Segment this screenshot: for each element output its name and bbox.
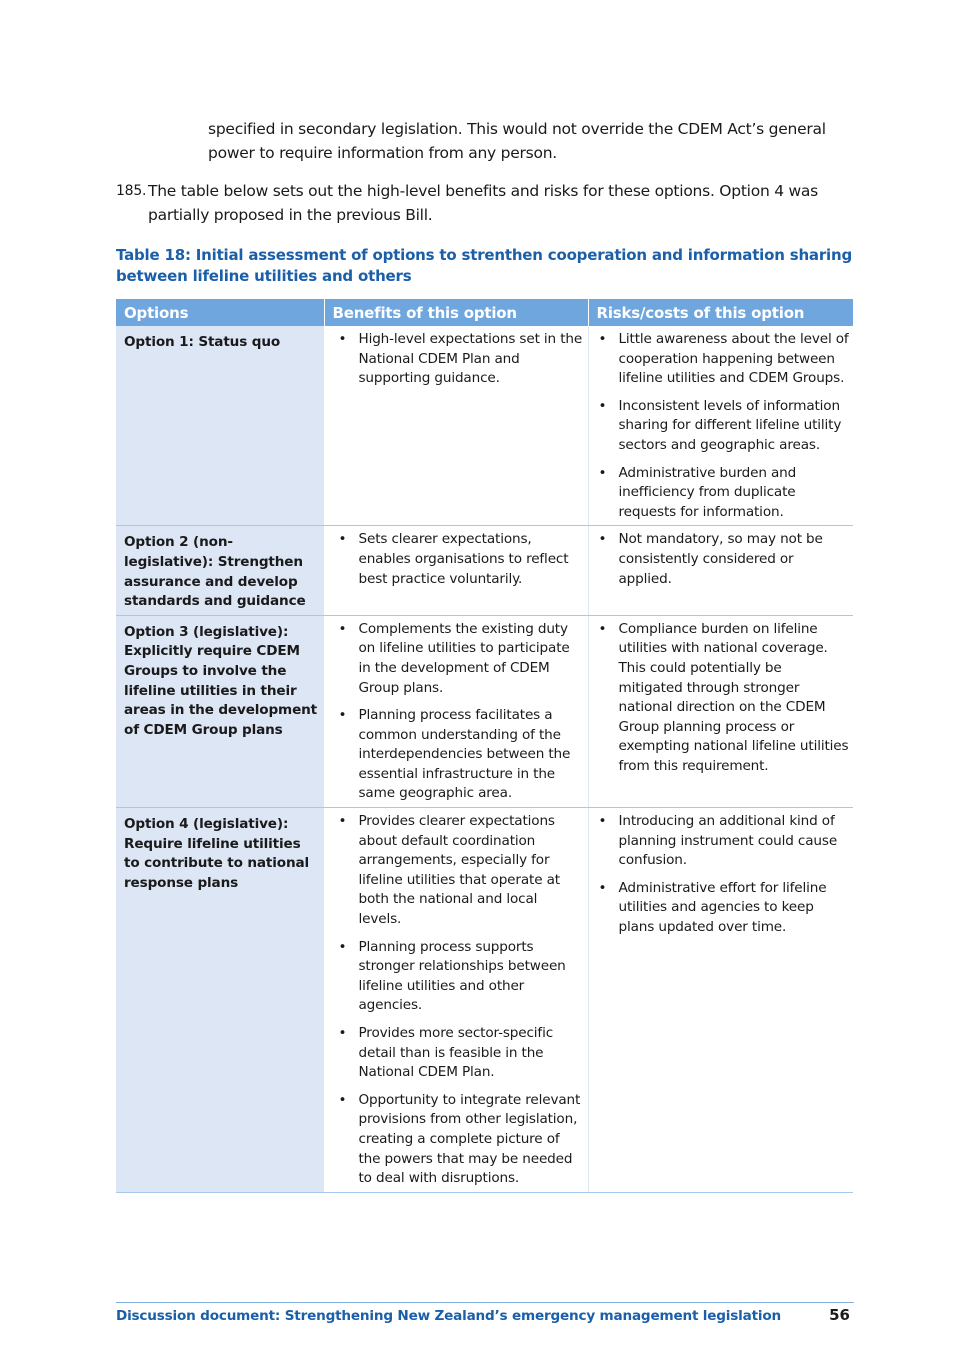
list-item: • Sets clearer expectations, enables organisations to reflect best practice voluntarily. (337, 530, 584, 589)
risks-cell (588, 326, 853, 526)
list-item: • Inconsistent levels of information sharing for different lifeline utility sectors and geographic areas. (597, 397, 850, 456)
option-cell: Option 4 (legislative): Require lifeline utilities to contribute to national response plans (116, 808, 324, 1193)
paragraph-185 (116, 179, 848, 227)
footer-title: Discussion document: Strengthening New Zealand’s emergency management legislation (116, 1308, 781, 1324)
list-item: • Administrative effort for lifeline utilities and agencies to keep plans updated over time. (597, 879, 850, 938)
header-benefits: Benefits of this option (324, 299, 588, 326)
table-row (116, 808, 853, 1193)
table-row (116, 526, 853, 615)
list-item: • Not mandatory, so may not be consistently considered or applied. (597, 530, 850, 589)
paragraph-number: 185. (116, 183, 147, 199)
table-row (116, 615, 853, 807)
list-item: • Complements the existing duty on lifeline utilities to participate in the development of CDEM Group plans. (337, 620, 584, 698)
page-number: 56 (829, 1306, 850, 1324)
list-item: • Provides clearer expectations about default coordination arrangements, especially for lifeline utilities that operate at both the national and local levels. (337, 812, 584, 930)
risks-cell (588, 808, 853, 1193)
risks-cell (588, 526, 853, 615)
list-item: • High-level expectations set in the National CDEM Plan and supporting guidance. (337, 330, 584, 389)
list-item: • Provides more sector-specific detail than is feasible in the National CDEM Plan. (337, 1024, 584, 1083)
header-options: Options (116, 299, 324, 326)
benefits-cell (324, 526, 588, 615)
risks-cell (588, 615, 853, 807)
header-risks: Risks/costs of this option (588, 299, 853, 326)
options-assessment-table (116, 299, 853, 1193)
benefits-cell (324, 326, 588, 526)
option-cell: Option 1: Status quo (116, 326, 324, 526)
continued-paragraph: specified in secondary legislation. This would not override the CDEM Act’s general power to require information from any person. (208, 120, 826, 162)
option-cell: Option 3 (legislative): Explicitly require CDEM Groups to involve the lifeline utilities in their areas in the development of CDEM Group plans (116, 615, 324, 807)
footer-divider (116, 1302, 854, 1303)
list-item: • Opportunity to integrate relevant provisions from other legislation, creating a complete picture of the powers that may be needed to deal with disruptions. (337, 1091, 584, 1189)
paragraph-text: The table below sets out the high-level benefits and risks for these options. Option 4 was partially proposed in the previous Bill. (148, 182, 818, 224)
list-item: • Compliance burden on lifeline utilities with national coverage. This could potentially be mitigated through stronger national direction on the CDEM Group planning process or exempting national lifeline utilities from this requirement. (597, 620, 850, 777)
benefits-cell (324, 615, 588, 807)
list-item: • Little awareness about the level of cooperation happening between lifeline utilities and CDEM Groups. (597, 330, 850, 389)
list-item: • Planning process supports stronger relationships between lifeline utilities and other agencies. (337, 938, 584, 1016)
list-item: • Planning process facilitates a common understanding of the interdependencies between the essential infrastructure in the same geographic area. (337, 706, 584, 804)
list-item: • Administrative burden and inefficiency from duplicate requests for information. (597, 464, 850, 523)
list-item: • Introducing an additional kind of planning instrument could cause confusion. (597, 812, 850, 871)
table-header-row (116, 299, 853, 326)
benefits-cell (324, 808, 588, 1193)
table-caption: Table 18: Initial assessment of options to strenthen cooperation and information sharing between lifeline utilities and others (116, 246, 852, 285)
table-row (116, 326, 853, 526)
option-cell: Option 2 (non-legislative): Strengthen assurance and develop standards and guidance (116, 526, 324, 615)
